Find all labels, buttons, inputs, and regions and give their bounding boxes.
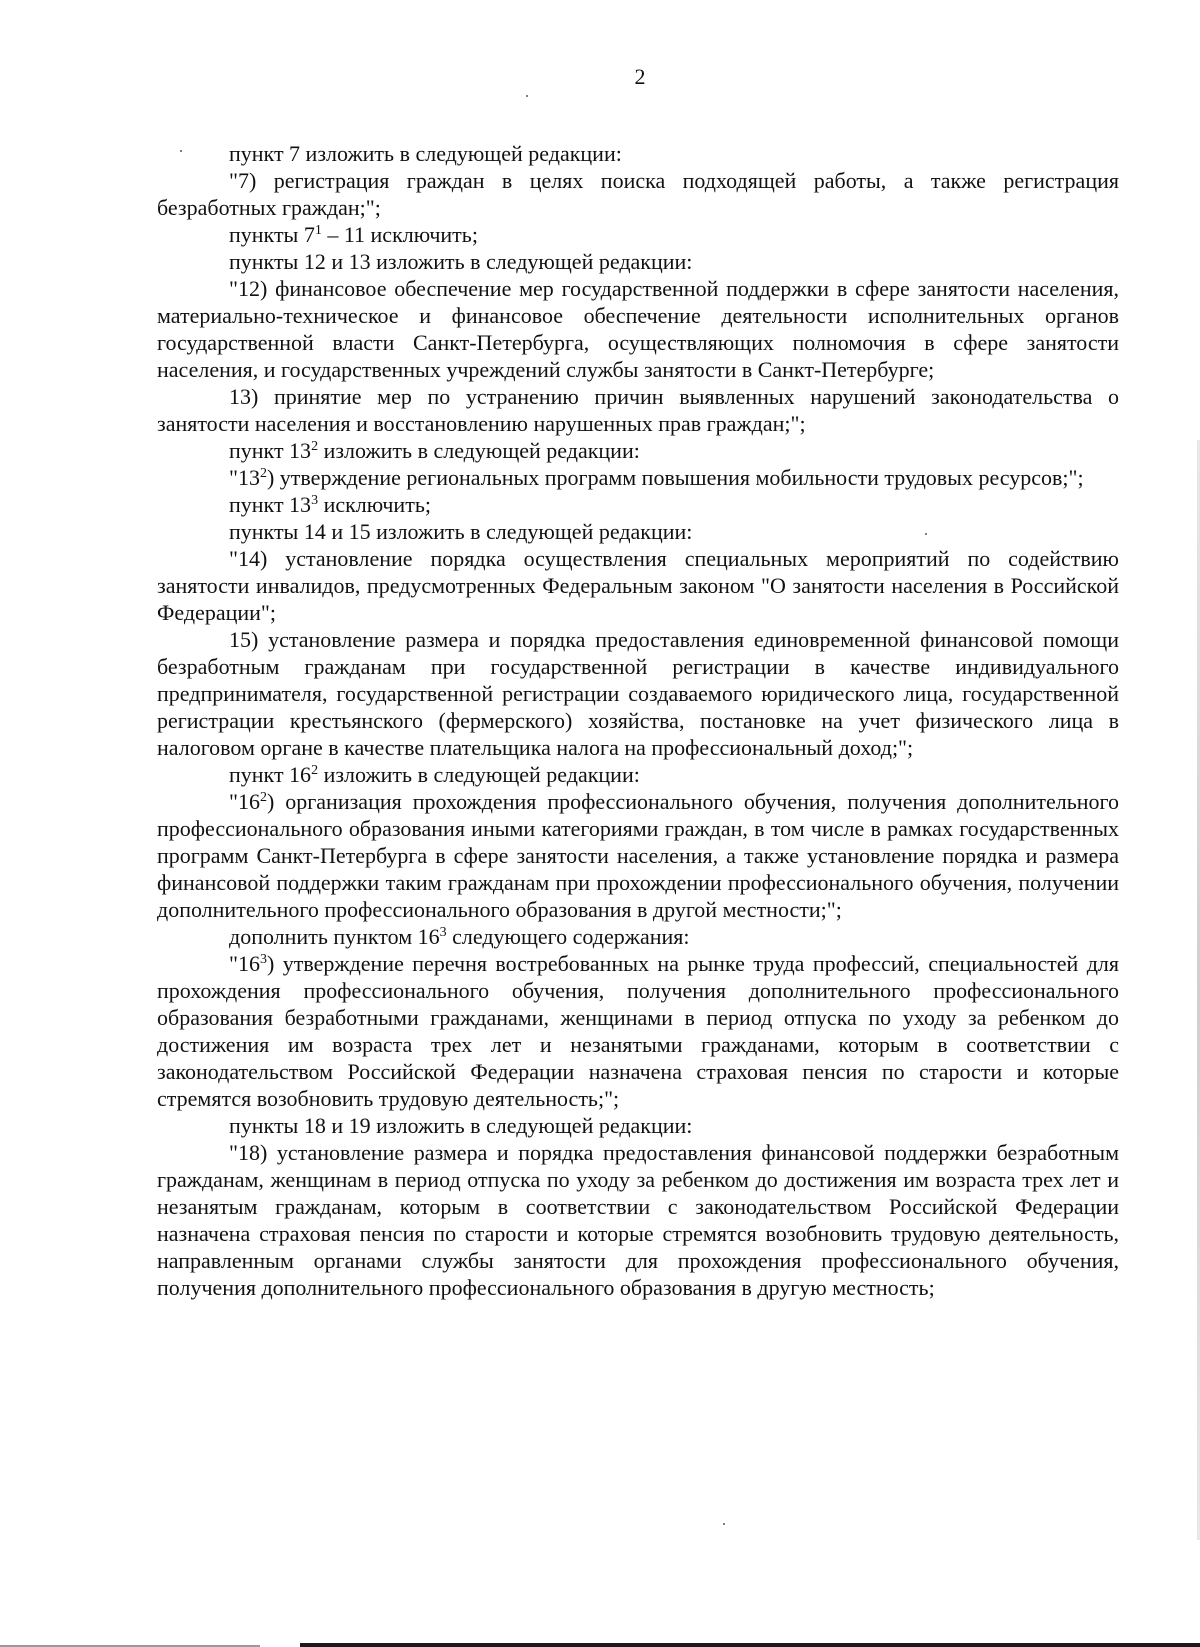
paragraph bbox=[157, 491, 1119, 518]
scan-speck bbox=[723, 1523, 725, 1525]
paragraph-text: "16 bbox=[229, 951, 260, 976]
superscript-index: 2 bbox=[259, 790, 267, 805]
paragraph bbox=[157, 761, 1119, 788]
paragraph-text: следующего содержания: bbox=[446, 924, 690, 949]
paragraph-text: изложить в следующей редакции: bbox=[318, 438, 640, 463]
paragraph: пункты 18 и 19 изложить в следующей редакции: bbox=[229, 1113, 693, 1138]
scan-edge-bottom bbox=[300, 1643, 1200, 1647]
paragraph-text: "13 bbox=[229, 465, 260, 490]
superscript-index: 3 bbox=[439, 925, 447, 940]
page-number: 2 bbox=[634, 64, 646, 89]
superscript-index: 2 bbox=[311, 763, 319, 778]
superscript-index: 2 bbox=[311, 439, 319, 454]
paragraph-text: изложить в следующей редакции: bbox=[318, 762, 640, 787]
paragraph: 15) установление размера и порядка предоставления единовременной финансовой помощи безработным гражданам при государственной регистрации в качестве индивидуального предпринимателя, государственной регистрации создаваемого юридического лица, государственной регистрации крестьянского (фермерского) хозяйства, постановке на учет физического лица в налоговом органе в качестве плательщика налога на профессиональный доход;"; bbox=[157, 627, 1119, 760]
superscript-index: 3 bbox=[311, 493, 319, 508]
paragraph: пункты 12 и 13 изложить в следующей редакции: bbox=[229, 249, 693, 274]
paragraph: "7) регистрация граждан в целях поиска подходящей работы, а также регистрация безработных граждан;"; bbox=[157, 168, 1119, 220]
superscript-index: 2 bbox=[259, 466, 267, 481]
paragraph-text: ) организация прохождения профессионального обучения, получения дополнительного профессионального образования иными категориями граждан, в том числе в рамках государственных программ Санкт-Петербурга в сфере занятости населения, а также установление порядка и размера финансовой поддержки таким гражданам при прохождении профессионального обучения, получении дополнительного профессионального образования в другой местности;"; bbox=[157, 789, 1119, 922]
paragraph bbox=[157, 923, 1119, 950]
paragraph-text: "16 bbox=[229, 789, 260, 814]
paragraph-text: пункт 16 bbox=[229, 762, 312, 787]
paragraph bbox=[157, 950, 1119, 1112]
scan-speck bbox=[925, 533, 927, 535]
paragraph: пункт 7 изложить в следующей редакции: bbox=[229, 141, 622, 166]
scan-speck bbox=[180, 150, 182, 152]
paragraph bbox=[157, 464, 1119, 491]
superscript-index: 1 bbox=[314, 223, 322, 238]
paragraph: "18) установление размера и порядка предоставления финансовой поддержки безработным гражданам, женщинам в период отпуска по уходу за ребенком до достижения им возраста трех лет и незанятым гражданам, которым в соответствии с законодательством Российской Федерации назначена страховая пенсия по старости и которые стремятся возобновить трудовую деятельность, направленным органами службы занятости для прохождения профессионального обучения, получения дополнительного профессионального образования в другую местность; bbox=[157, 1140, 1119, 1300]
paragraph-text: ) утверждение перечня востребованных на рынке труда профессий, специальностей для прохождения профессионального обучения, получения дополнительного профессионального образования безработными гражданами, женщинами в период отпуска по уходу за ребенком до достижения им возраста трех лет и незанятыми гражданами, которым в соответствии с законодательством Российской Федерации назначена страховая пенсия по старости и которые стремятся возобновить трудовую деятельность;"; bbox=[157, 951, 1119, 1111]
paragraph: "14) установление порядка осуществления специальных мероприятий по содействию занятости инвалидов, предусмотренных Федеральным законом "О занятости населения в Российской Федерации"; bbox=[157, 546, 1119, 625]
paragraph bbox=[157, 788, 1119, 923]
scan-speck bbox=[526, 95, 528, 97]
paragraph: 13) принятие мер по устранению причин выявленных нарушений законодательства о занятости населения и восстановлению нарушенных прав граждан;"; bbox=[157, 384, 1119, 436]
document-body bbox=[157, 140, 1119, 1301]
paragraph-text: ) утверждение региональных программ повышения мобильности трудовых ресурсов;"; bbox=[266, 465, 1084, 490]
paragraph: "12) финансовое обеспечение мер государственной поддержки в сфере занятости населения, материально-техническое и финансовое обеспечение деятельности исполнительных органов государственной власти Санкт-Петербурга, осуществляющих полномочия в сфере занятости населения, и государственных учреждений службы занятости в Санкт-Петербурге; bbox=[157, 276, 1119, 382]
paragraph-text: исключить; bbox=[318, 492, 431, 517]
superscript-index: 3 bbox=[259, 952, 267, 967]
paragraph-text: пункт 13 bbox=[229, 438, 312, 463]
paragraph-text: дополнить пунктом 16 bbox=[229, 924, 440, 949]
paragraph-text: пункт 13 bbox=[229, 492, 312, 517]
paragraph-text: пункты 7 bbox=[229, 222, 315, 247]
paragraph bbox=[157, 437, 1119, 464]
paragraph: пункты 14 и 15 изложить в следующей редакции: bbox=[229, 519, 693, 544]
paragraph bbox=[157, 221, 1119, 248]
paragraph-text: – 11 исключить; bbox=[321, 222, 478, 247]
